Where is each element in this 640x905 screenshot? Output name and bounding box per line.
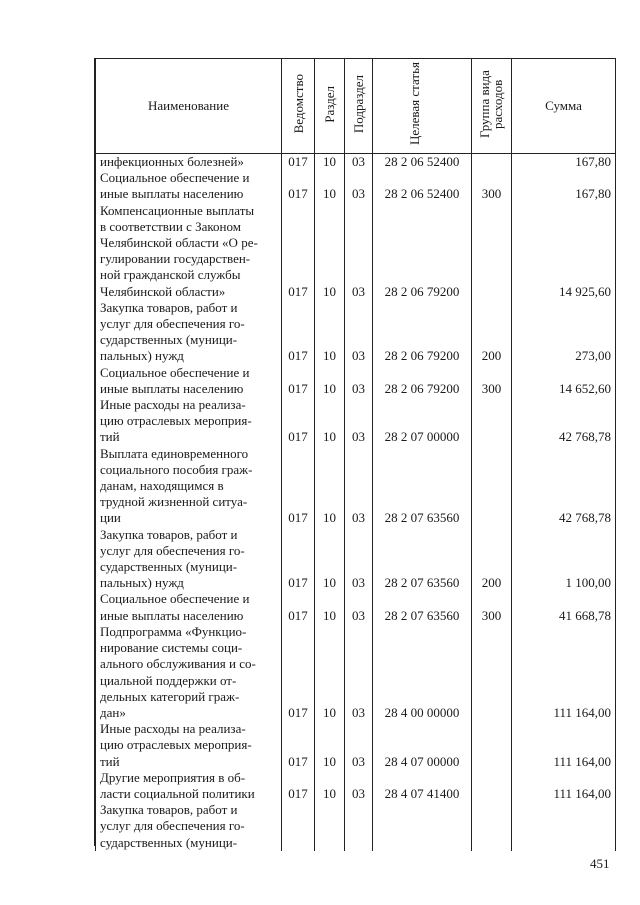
row-tselevaya-statya: 28 2 06 79200 bbox=[373, 203, 472, 300]
row-podrazdel: 03 bbox=[345, 300, 373, 365]
row-tselevaya-statya: 28 2 06 52400 bbox=[373, 170, 472, 202]
table-row bbox=[96, 300, 616, 365]
table-body bbox=[96, 154, 616, 851]
row-name-line: инфекционных болезней» bbox=[100, 154, 244, 169]
row-summa: 1 100,00 bbox=[512, 527, 616, 592]
row-summa bbox=[512, 802, 616, 851]
row-name-line: Закупка товаров, работ и bbox=[100, 299, 238, 315]
row-name-line: нирование системы соци- bbox=[100, 640, 243, 656]
table-row bbox=[96, 365, 616, 397]
row-name bbox=[96, 203, 282, 300]
row-tselevaya-statya: 28 4 07 41400 bbox=[373, 770, 472, 802]
row-name bbox=[96, 802, 282, 851]
row-vedomstvo: 017 bbox=[282, 770, 315, 802]
row-summa: 41 668,78 bbox=[512, 591, 616, 623]
row-podrazdel: 03 bbox=[345, 624, 373, 721]
row-summa: 42 768,78 bbox=[512, 397, 616, 446]
row-razdel: 10 bbox=[315, 446, 345, 527]
row-name-line: цию отраслевых мероприя- bbox=[100, 413, 252, 429]
row-razdel: 10 bbox=[315, 203, 345, 300]
row-summa: 14 925,60 bbox=[512, 203, 616, 300]
row-name-line: пальных) нужд bbox=[100, 575, 184, 591]
table-row bbox=[96, 721, 616, 770]
row-razdel: 10 bbox=[315, 624, 345, 721]
row-name-line: Иные расходы на реализа- bbox=[100, 721, 246, 737]
table-row bbox=[96, 770, 616, 802]
row-summa: 111 164,00 bbox=[512, 624, 616, 721]
row-gruppa-vida-rashodov: 300 bbox=[472, 170, 512, 202]
row-gruppa-vida-rashodov: 200 bbox=[472, 300, 512, 365]
header-razdel: Раздел bbox=[315, 59, 345, 154]
row-tselevaya-statya bbox=[373, 802, 472, 851]
row-razdel: 10 bbox=[315, 300, 345, 365]
row-name-line: социального пособия граж- bbox=[100, 461, 253, 477]
row-vedomstvo bbox=[282, 802, 315, 851]
row-razdel: 10 bbox=[315, 365, 345, 397]
row-name-line: сударственных (муници- bbox=[100, 332, 238, 348]
row-razdel: 10 bbox=[315, 527, 345, 592]
row-name-line: Челябинской области «О ре- bbox=[100, 235, 258, 251]
row-tselevaya-statya: 28 2 07 63560 bbox=[373, 591, 472, 623]
table-row bbox=[96, 802, 616, 851]
row-podrazdel: 03 bbox=[345, 591, 373, 623]
row-summa: 273,00 bbox=[512, 300, 616, 365]
row-razdel bbox=[315, 802, 345, 851]
row-razdel: 10 bbox=[315, 154, 345, 171]
row-name-line: дельных категорий граж- bbox=[100, 688, 240, 704]
row-summa: 42 768,78 bbox=[512, 446, 616, 527]
row-name-line: Социальное обеспечение и bbox=[100, 170, 250, 186]
row-name-line: услуг для обеспечения го- bbox=[100, 542, 245, 558]
row-summa: 167,80 bbox=[512, 154, 616, 171]
row-podrazdel: 03 bbox=[345, 365, 373, 397]
row-name-line: Социальное обеспечение и bbox=[100, 591, 250, 607]
row-vedomstvo: 017 bbox=[282, 624, 315, 721]
row-vedomstvo: 017 bbox=[282, 721, 315, 770]
row-razdel: 10 bbox=[315, 591, 345, 623]
row-vedomstvo: 017 bbox=[282, 154, 315, 171]
row-gruppa-vida-rashodov bbox=[472, 802, 512, 851]
row-tselevaya-statya: 28 2 07 63560 bbox=[373, 446, 472, 527]
header-name: Наименование bbox=[96, 59, 282, 154]
page-number: 451 bbox=[590, 856, 610, 871]
row-tselevaya-statya: 28 4 00 00000 bbox=[373, 624, 472, 721]
row-razdel: 10 bbox=[315, 397, 345, 446]
row-name-line: иные выплаты населению bbox=[100, 380, 244, 396]
row-name-line: ной гражданской службы bbox=[100, 267, 241, 283]
row-vedomstvo: 017 bbox=[282, 397, 315, 446]
row-podrazdel: 03 bbox=[345, 721, 373, 770]
row-gruppa-vida-rashodov: 300 bbox=[472, 365, 512, 397]
row-podrazdel: 03 bbox=[345, 527, 373, 592]
row-name-line: Закупка товаров, работ и bbox=[100, 802, 238, 818]
row-podrazdel: 03 bbox=[345, 397, 373, 446]
row-vedomstvo: 017 bbox=[282, 365, 315, 397]
row-podrazdel: 03 bbox=[345, 770, 373, 802]
row-name-line: Выплата единовременного bbox=[100, 445, 249, 461]
row-gruppa-vida-rashodov bbox=[472, 397, 512, 446]
row-name bbox=[96, 770, 282, 802]
row-name bbox=[96, 365, 282, 397]
row-name-line: услуг для обеспечения го- bbox=[100, 818, 245, 834]
row-name-line: дан» bbox=[100, 704, 126, 720]
row-gruppa-vida-rashodov bbox=[472, 770, 512, 802]
row-name-line: иные выплаты населению bbox=[100, 607, 244, 623]
table-row bbox=[96, 170, 616, 202]
table-row bbox=[96, 446, 616, 527]
header-gruppa-vida-rashodov: Группа вида расходов bbox=[472, 59, 512, 154]
row-name-line: сударственных (муници- bbox=[100, 834, 238, 850]
table-row bbox=[96, 203, 616, 300]
header-vedomstvo: Ведомство bbox=[282, 59, 315, 154]
row-name-line: ции bbox=[100, 510, 121, 526]
row-gruppa-vida-rashodov bbox=[472, 721, 512, 770]
table-header-row bbox=[96, 59, 616, 154]
row-name bbox=[96, 527, 282, 592]
row-name-line: данам, находящимся в bbox=[100, 478, 224, 494]
budget-table bbox=[95, 58, 616, 851]
row-tselevaya-statya: 28 2 06 79200 bbox=[373, 300, 472, 365]
row-razdel: 10 bbox=[315, 721, 345, 770]
row-name bbox=[96, 154, 282, 171]
row-name-line: в соответствии с Законом bbox=[100, 218, 241, 234]
row-vedomstvo: 017 bbox=[282, 527, 315, 592]
header-podrazdel: Подраздел bbox=[345, 59, 373, 154]
row-gruppa-vida-rashodov: 300 bbox=[472, 591, 512, 623]
row-name-line: цию отраслевых мероприя- bbox=[100, 737, 252, 753]
row-name-line: ласти социальной политики bbox=[100, 785, 255, 801]
row-name bbox=[96, 300, 282, 365]
row-name-line: ального обслуживания и со- bbox=[100, 656, 256, 672]
header-summa: Сумма bbox=[512, 59, 616, 154]
row-vedomstvo: 017 bbox=[282, 203, 315, 300]
row-name-line: Иные расходы на реализа- bbox=[100, 397, 246, 413]
row-name-line: гулировании государствен- bbox=[100, 251, 251, 267]
row-name-line: услуг для обеспечения го- bbox=[100, 316, 245, 332]
row-gruppa-vida-rashodov bbox=[472, 624, 512, 721]
row-vedomstvo: 017 bbox=[282, 446, 315, 527]
row-gruppa-vida-rashodov: 200 bbox=[472, 527, 512, 592]
row-tselevaya-statya: 28 2 06 79200 bbox=[373, 365, 472, 397]
row-tselevaya-statya: 28 2 07 63560 bbox=[373, 527, 472, 592]
row-vedomstvo: 017 bbox=[282, 591, 315, 623]
row-razdel: 10 bbox=[315, 170, 345, 202]
row-name-line: сударственных (муници- bbox=[100, 559, 238, 575]
row-podrazdel: 03 bbox=[345, 154, 373, 171]
row-summa: 14 652,60 bbox=[512, 365, 616, 397]
row-name-line: Челябинской области» bbox=[100, 283, 226, 299]
row-name-line: Подпрограмма «Функцио- bbox=[100, 623, 247, 639]
row-podrazdel: 03 bbox=[345, 170, 373, 202]
row-name-line: Другие мероприятия в об- bbox=[100, 769, 246, 785]
row-name-line: тий bbox=[100, 753, 120, 769]
row-name bbox=[96, 446, 282, 527]
budget-table-sheet bbox=[94, 58, 616, 850]
row-name bbox=[96, 591, 282, 623]
row-summa: 111 164,00 bbox=[512, 770, 616, 802]
row-tselevaya-statya: 28 2 07 00000 bbox=[373, 397, 472, 446]
row-name-line: Закупка товаров, работ и bbox=[100, 526, 238, 542]
row-name bbox=[96, 170, 282, 202]
table-row bbox=[96, 154, 616, 171]
header-tselevaya-statya: Целевая статья bbox=[373, 59, 472, 154]
row-name bbox=[96, 397, 282, 446]
row-razdel: 10 bbox=[315, 770, 345, 802]
row-tselevaya-statya: 28 2 06 52400 bbox=[373, 154, 472, 171]
row-name-line: иные выплаты населению bbox=[100, 186, 244, 202]
row-podrazdel: 03 bbox=[345, 203, 373, 300]
row-name-line: Компенсационные выплаты bbox=[100, 202, 255, 218]
row-summa: 167,80 bbox=[512, 170, 616, 202]
row-podrazdel bbox=[345, 802, 373, 851]
row-name-line: Социальное обеспечение и bbox=[100, 364, 250, 380]
table-row bbox=[96, 527, 616, 592]
row-summa: 111 164,00 bbox=[512, 721, 616, 770]
row-vedomstvo: 017 bbox=[282, 170, 315, 202]
row-name-line: трудной жизненной ситуа- bbox=[100, 494, 248, 510]
table-row bbox=[96, 397, 616, 446]
row-podrazdel: 03 bbox=[345, 446, 373, 527]
row-name bbox=[96, 721, 282, 770]
row-name-line: пальных) нужд bbox=[100, 348, 184, 364]
table-row bbox=[96, 591, 616, 623]
row-gruppa-vida-rashodov bbox=[472, 154, 512, 171]
table-row bbox=[96, 624, 616, 721]
row-name bbox=[96, 624, 282, 721]
row-gruppa-vida-rashodov bbox=[472, 446, 512, 527]
row-vedomstvo: 017 bbox=[282, 300, 315, 365]
row-name-line: циальной поддержки от- bbox=[100, 672, 237, 688]
row-tselevaya-statya: 28 4 07 00000 bbox=[373, 721, 472, 770]
row-name-line: тий bbox=[100, 429, 120, 445]
row-gruppa-vida-rashodov bbox=[472, 203, 512, 300]
